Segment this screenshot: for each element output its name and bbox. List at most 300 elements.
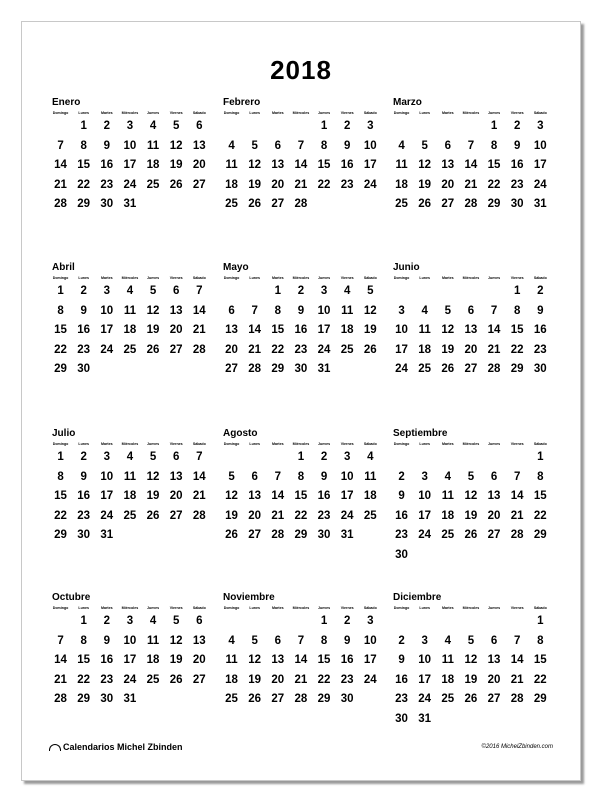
day-cell — [436, 546, 459, 566]
weekday-label: Jueves — [317, 606, 331, 610]
weekday-header — [49, 109, 211, 117]
day-cell — [413, 546, 436, 566]
week-row — [390, 341, 552, 361]
day-cell — [313, 195, 336, 215]
month-name: Enero — [52, 97, 81, 108]
month-block — [390, 592, 552, 730]
day-cell: 25 — [441, 693, 455, 706]
week-row — [49, 321, 211, 341]
weekday-label: Miércoles — [462, 442, 480, 446]
day-cell: 10 — [363, 139, 377, 152]
day-cell: 19 — [248, 178, 262, 191]
day-cell: 18 — [225, 673, 238, 686]
day-cell: 5 — [172, 120, 180, 132]
day-cell: 11 — [364, 470, 377, 483]
weekday-label: Lunes — [249, 606, 260, 610]
day-cell: 1 — [274, 285, 282, 297]
week-row — [220, 690, 382, 710]
day-cell — [118, 360, 141, 380]
month-name: Mayo — [223, 262, 249, 273]
weekday-label: Jueves — [487, 276, 501, 280]
calendar-page — [21, 21, 581, 781]
day-cell — [459, 612, 482, 632]
weekday-header — [49, 604, 211, 612]
day-cell: 13 — [169, 470, 183, 483]
day-cell: 12 — [464, 490, 478, 503]
week-row — [220, 117, 382, 137]
day-cell: 8 — [320, 139, 328, 152]
week-row — [49, 282, 211, 302]
day-cell: 26 — [169, 178, 183, 191]
day-cell: 28 — [192, 509, 206, 522]
day-cell — [436, 117, 459, 137]
day-cell: 26 — [418, 198, 432, 211]
weekday-label: Jueves — [487, 111, 501, 115]
day-cell: 28 — [510, 529, 524, 542]
weekday-label: Martes — [101, 442, 113, 446]
day-cell: 10 — [340, 470, 354, 483]
day-cell: 25 — [123, 343, 137, 356]
month-name: Diciembre — [393, 592, 442, 603]
day-cell: 4 — [367, 451, 374, 463]
day-cell: 17 — [395, 343, 408, 356]
day-cell: 3 — [103, 285, 111, 297]
day-cell: 25 — [363, 509, 377, 522]
day-cell: 7 — [274, 470, 282, 483]
day-cell: 29 — [271, 363, 285, 376]
day-cell: 27 — [192, 178, 206, 191]
day-cell: 29 — [54, 363, 67, 376]
day-cell — [413, 612, 436, 632]
weekday-label: Sábado — [192, 276, 206, 280]
day-cell: 1 — [490, 120, 498, 132]
day-cell: 14 — [487, 324, 501, 337]
weekday-label: Sábado — [363, 606, 377, 610]
day-cell: 14 — [54, 654, 67, 667]
week-row — [49, 156, 211, 176]
day-cell: 14 — [192, 304, 206, 317]
day-cell: 7 — [57, 634, 64, 647]
week-row — [390, 651, 552, 671]
day-cell: 6 — [172, 285, 180, 297]
week-row — [49, 195, 211, 215]
brand-name: Calendarios Michel Zbinden — [63, 742, 183, 752]
day-cell: 1 — [80, 615, 87, 627]
day-cell: 17 — [340, 490, 354, 503]
day-cell: 23 — [100, 673, 114, 686]
day-cell: 13 — [464, 324, 478, 337]
day-cell: 20 — [464, 343, 478, 356]
day-cell: 13 — [192, 634, 206, 647]
day-cell: 31 — [100, 529, 114, 542]
weekday-label: Viernes — [340, 111, 354, 115]
month-block — [220, 97, 382, 215]
weekday-label: Jueves — [487, 606, 501, 610]
day-cell: 2 — [320, 451, 328, 463]
day-cell: 12 — [225, 490, 238, 503]
day-cell: 26 — [441, 363, 455, 376]
day-cell: 8 — [274, 304, 282, 317]
day-cell: 27 — [441, 198, 455, 211]
day-cell: 21 — [487, 343, 501, 356]
day-cell: 20 — [169, 324, 183, 337]
day-cell: 12 — [248, 159, 262, 172]
day-cell: 2 — [537, 285, 544, 297]
day-cell: 8 — [537, 470, 544, 483]
brand-footer — [49, 742, 183, 752]
weekday-label: Miércoles — [121, 276, 139, 280]
weekday-label: Lunes — [419, 111, 430, 115]
day-cell: 15 — [271, 324, 285, 337]
weekday-label: Sábado — [192, 442, 206, 446]
day-cell: 21 — [294, 673, 308, 686]
week-row — [390, 448, 552, 468]
day-cell: 18 — [123, 324, 137, 337]
day-cell — [359, 690, 382, 710]
month-weeks — [220, 117, 382, 215]
weekday-label: Viernes — [510, 606, 524, 610]
day-cell: 10 — [533, 139, 547, 152]
day-cell: 20 — [225, 343, 238, 356]
week-row — [49, 671, 211, 691]
day-cell: 2 — [343, 615, 351, 627]
day-cell: 28 — [294, 693, 308, 706]
day-cell: 11 — [341, 304, 354, 317]
weekday-label: Lunes — [249, 442, 260, 446]
day-cell — [529, 710, 552, 730]
day-cell: 13 — [225, 324, 238, 337]
weekday-label: Domingo — [52, 606, 69, 610]
day-cell — [266, 117, 289, 137]
day-cell: 26 — [146, 509, 160, 522]
day-cell: 27 — [225, 363, 238, 376]
day-cell: 17 — [123, 159, 137, 172]
weekday-label: Lunes — [78, 606, 89, 610]
day-cell: 24 — [418, 529, 432, 542]
day-cell: 1 — [57, 451, 64, 463]
day-cell: 17 — [533, 159, 547, 172]
day-cell: 10 — [418, 490, 432, 503]
day-cell: 10 — [100, 304, 114, 317]
day-cell: 15 — [77, 159, 91, 172]
day-cell: 6 — [172, 451, 180, 463]
day-cell: 1 — [57, 285, 64, 297]
day-cell: 30 — [510, 198, 524, 211]
month-block — [49, 97, 211, 215]
day-cell: 2 — [103, 120, 111, 132]
day-cell — [483, 612, 506, 632]
day-cell: 27 — [487, 529, 501, 542]
week-row — [220, 156, 382, 176]
day-cell: 10 — [395, 324, 408, 337]
day-cell: 15 — [317, 159, 331, 172]
day-cell: 19 — [464, 509, 478, 522]
day-cell: 24 — [395, 363, 408, 376]
day-cell: 30 — [77, 363, 91, 376]
weekday-label: Martes — [442, 111, 454, 115]
day-cell: 6 — [251, 470, 258, 483]
day-cell: 31 — [123, 693, 137, 706]
week-row — [390, 612, 552, 632]
weekday-label: Sábado — [533, 111, 547, 115]
day-cell — [142, 690, 165, 710]
day-cell: 23 — [317, 509, 331, 522]
day-cell: 4 — [149, 615, 157, 627]
week-row — [390, 360, 552, 380]
day-cell — [165, 690, 188, 710]
day-cell: 24 — [100, 343, 114, 356]
weekday-label: Lunes — [419, 606, 430, 610]
day-cell — [506, 448, 529, 468]
weekday-label: Jueves — [146, 276, 160, 280]
day-cell — [289, 117, 312, 137]
day-cell: 18 — [146, 159, 160, 172]
weekday-label: Lunes — [78, 276, 89, 280]
day-cell: 9 — [513, 139, 521, 152]
day-cell: 13 — [169, 304, 183, 317]
day-cell: 28 — [192, 343, 206, 356]
day-cell: 7 — [196, 285, 203, 297]
day-cell: 2 — [343, 120, 351, 132]
day-cell: 5 — [444, 304, 452, 317]
day-cell: 26 — [464, 529, 478, 542]
day-cell: 30 — [533, 363, 547, 376]
day-cell: 3 — [343, 451, 351, 463]
day-cell: 6 — [444, 139, 452, 152]
day-cell — [436, 448, 459, 468]
week-row — [49, 507, 211, 527]
weekday-label: Sábado — [192, 606, 206, 610]
day-cell: 25 — [395, 198, 408, 211]
day-cell: 4 — [228, 139, 235, 152]
weekday-header — [390, 109, 552, 117]
day-cell: 7 — [297, 634, 305, 647]
day-cell — [506, 612, 529, 632]
day-cell: 19 — [363, 324, 377, 337]
week-row — [220, 321, 382, 341]
day-cell: 15 — [533, 654, 547, 667]
day-cell: 26 — [363, 343, 377, 356]
day-cell — [220, 282, 243, 302]
day-cell: 1 — [320, 615, 328, 627]
weekday-label: Miércoles — [121, 111, 139, 115]
week-row — [390, 690, 552, 710]
weekday-label: Martes — [101, 606, 113, 610]
month-weeks — [49, 117, 211, 215]
day-cell — [390, 612, 413, 632]
weekday-label: Martes — [101, 111, 113, 115]
day-cell: 22 — [510, 343, 524, 356]
day-cell: 3 — [320, 285, 328, 297]
day-cell — [390, 117, 413, 137]
weekday-label: Domingo — [393, 111, 410, 115]
day-cell: 24 — [100, 509, 114, 522]
day-cell: 26 — [169, 673, 183, 686]
day-cell: 20 — [192, 159, 206, 172]
day-cell: 6 — [196, 615, 203, 627]
week-row — [49, 176, 211, 196]
weekday-label: Jueves — [146, 606, 160, 610]
day-cell: 4 — [343, 285, 351, 297]
day-cell: 22 — [77, 673, 91, 686]
day-cell: 15 — [54, 490, 67, 503]
day-cell: 15 — [317, 654, 331, 667]
day-cell: 29 — [294, 529, 308, 542]
day-cell: 25 — [146, 673, 160, 686]
week-row — [390, 710, 552, 730]
day-cell: 29 — [533, 529, 547, 542]
day-cell — [459, 117, 482, 137]
day-cell: 4 — [421, 304, 428, 317]
weekday-label: Lunes — [78, 442, 89, 446]
weekday-label: Miércoles — [121, 606, 139, 610]
week-row — [49, 612, 211, 632]
day-cell — [436, 282, 459, 302]
month-block — [220, 592, 382, 710]
day-cell: 21 — [510, 509, 524, 522]
day-cell: 19 — [248, 673, 262, 686]
day-cell — [142, 195, 165, 215]
weekday-header — [390, 604, 552, 612]
day-cell: 5 — [228, 470, 235, 483]
weekday-label: Martes — [272, 606, 284, 610]
weekday-header — [220, 604, 382, 612]
month-weeks — [220, 282, 382, 380]
weekday-label: Jueves — [487, 442, 501, 446]
day-cell: 23 — [510, 178, 524, 191]
day-cell: 31 — [418, 712, 432, 725]
day-cell: 16 — [294, 324, 308, 337]
day-cell: 24 — [363, 673, 377, 686]
day-cell: 11 — [123, 470, 137, 483]
week-row — [390, 468, 552, 488]
day-cell: 9 — [537, 304, 544, 317]
day-cell: 29 — [54, 529, 67, 542]
day-cell: 8 — [297, 470, 305, 483]
weekday-header — [49, 274, 211, 282]
week-row — [220, 176, 382, 196]
day-cell: 11 — [123, 304, 137, 317]
day-cell: 14 — [54, 159, 67, 172]
month-name: Noviembre — [223, 592, 275, 603]
week-row — [49, 651, 211, 671]
week-row — [390, 195, 552, 215]
day-cell: 4 — [126, 285, 134, 297]
day-cell: 15 — [533, 490, 547, 503]
copyright-text: ©2016 MichelZbinden.com — [481, 744, 553, 750]
day-cell: 6 — [274, 139, 282, 152]
day-cell — [413, 282, 436, 302]
day-cell: 6 — [274, 634, 282, 647]
month-name: Febrero — [223, 97, 261, 108]
month-name: Junio — [393, 262, 420, 273]
day-cell: 31 — [340, 529, 354, 542]
day-cell — [529, 546, 552, 566]
day-cell: 24 — [340, 509, 354, 522]
day-cell: 25 — [441, 529, 455, 542]
brand-logo-icon — [49, 744, 61, 751]
day-cell: 17 — [363, 159, 377, 172]
week-row — [49, 117, 211, 137]
month-weeks — [49, 448, 211, 546]
day-cell: 16 — [510, 159, 524, 172]
day-cell: 12 — [464, 654, 478, 667]
month-weeks — [220, 612, 382, 710]
day-cell: 4 — [398, 139, 405, 152]
day-cell: 23 — [533, 343, 547, 356]
day-cell: 18 — [363, 490, 377, 503]
day-cell: 23 — [100, 178, 114, 191]
day-cell: 19 — [418, 178, 432, 191]
day-cell: 5 — [367, 285, 374, 297]
day-cell: 21 — [192, 490, 206, 503]
weekday-label: Miércoles — [462, 276, 480, 280]
weekday-label: Domingo — [52, 442, 69, 446]
day-cell: 17 — [123, 654, 137, 667]
day-cell — [413, 448, 436, 468]
day-cell: 28 — [271, 529, 285, 542]
day-cell: 5 — [149, 285, 157, 297]
day-cell: 8 — [80, 634, 87, 647]
day-cell: 16 — [395, 509, 408, 522]
day-cell: 22 — [317, 178, 331, 191]
day-cell: 19 — [225, 509, 238, 522]
day-cell — [459, 448, 482, 468]
day-cell: 30 — [100, 198, 114, 211]
day-cell: 19 — [169, 654, 183, 667]
day-cell: 4 — [444, 634, 452, 647]
day-cell: 22 — [533, 509, 547, 522]
day-cell: 3 — [126, 615, 134, 627]
day-cell: 6 — [490, 634, 498, 647]
day-cell: 27 — [271, 198, 285, 211]
day-cell: 15 — [510, 324, 524, 337]
weekday-header — [49, 440, 211, 448]
day-cell: 8 — [513, 304, 521, 317]
day-cell: 30 — [77, 529, 91, 542]
day-cell — [95, 360, 118, 380]
weekday-label: Miércoles — [292, 442, 310, 446]
day-cell: 18 — [146, 654, 160, 667]
week-row — [49, 341, 211, 361]
week-row — [49, 632, 211, 652]
day-cell — [459, 710, 482, 730]
weekday-label: Martes — [101, 276, 113, 280]
weekday-label: Viernes — [340, 442, 354, 446]
day-cell: 1 — [80, 120, 87, 132]
weekday-label: Lunes — [419, 442, 430, 446]
day-cell — [165, 526, 188, 546]
weekday-label: Miércoles — [121, 442, 139, 446]
day-cell: 11 — [146, 634, 160, 647]
day-cell: 18 — [441, 673, 455, 686]
day-cell: 30 — [395, 712, 408, 725]
day-cell: 27 — [271, 693, 285, 706]
day-cell: 11 — [441, 490, 454, 503]
day-cell: 12 — [146, 470, 160, 483]
day-cell: 6 — [467, 304, 475, 317]
month-block — [49, 262, 211, 380]
day-cell — [483, 710, 506, 730]
day-cell: 22 — [487, 178, 501, 191]
day-cell — [266, 612, 289, 632]
day-cell — [436, 612, 459, 632]
day-cell: 16 — [340, 159, 354, 172]
week-row — [390, 526, 552, 546]
day-cell: 5 — [467, 470, 475, 483]
year-title: 2018 — [270, 55, 332, 85]
week-row — [49, 690, 211, 710]
